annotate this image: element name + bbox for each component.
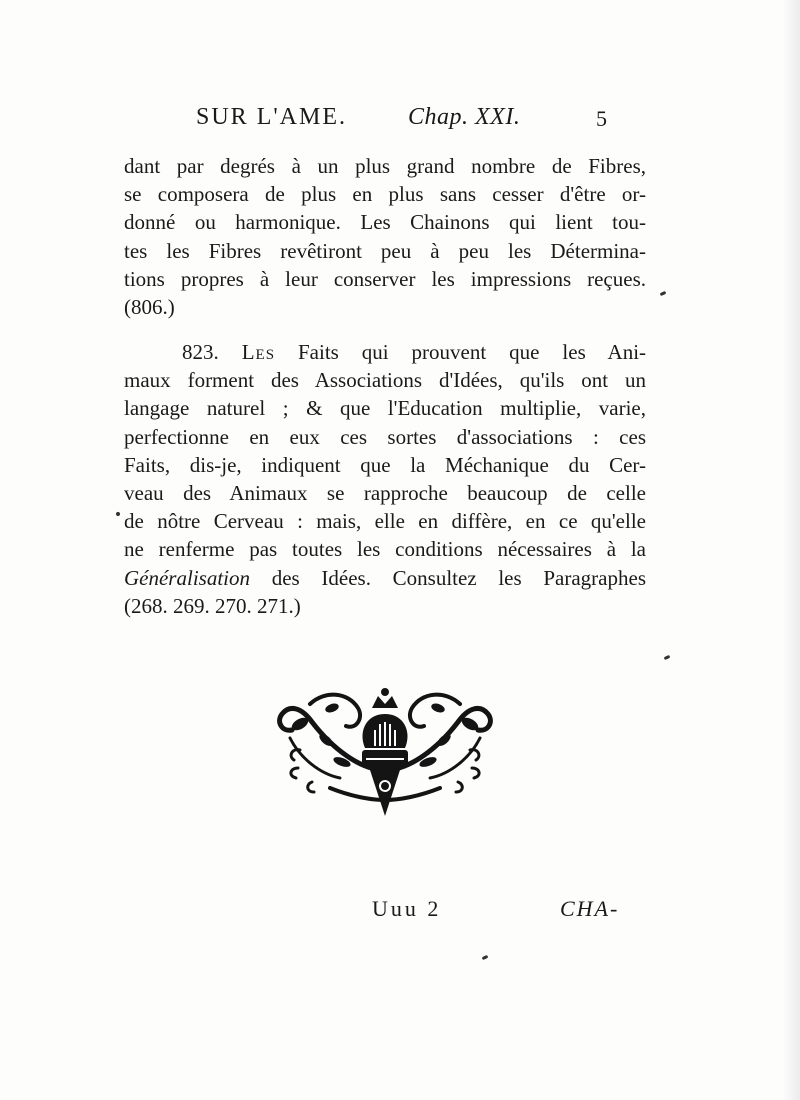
signature-mark: Uuu 2 <box>372 896 442 921</box>
text-line: tes les Fibres revêtiront peu à peu les Détermina- <box>124 238 646 263</box>
lead-word: Les <box>241 340 276 364</box>
text-line-content: des Idées. Consultez les Paragraphes <box>271 565 646 590</box>
text-line: se composera de plus en plus sans cesser d'être or- <box>124 182 646 207</box>
page-edge-shadow <box>784 0 800 1100</box>
running-head-chapter: Chap. XXI. <box>408 104 521 130</box>
paragraph-823 <box>124 338 646 620</box>
text-line: donné ou harmonique. Les Chainons qui lient tou- <box>124 210 646 235</box>
ink-speck <box>115 511 120 516</box>
paragraph-number: 823. <box>182 340 219 364</box>
text-line: perfectionne en eux ces sortes d'associations : ces <box>124 424 646 449</box>
ink-speck <box>660 291 667 296</box>
text-line: ne renferme pas toutes les conditions nécessaires à la <box>124 537 646 562</box>
running-head-title: SUR L'AME. <box>196 104 348 130</box>
text-line: maux forment des Associations d'Idées, qu'ils ont un <box>124 368 646 393</box>
page-number: 5 <box>596 106 608 131</box>
italic-phrase: Généralisation <box>124 565 250 590</box>
text-line: langage naturel ; & que l'Education multiplie, varie, <box>124 396 646 421</box>
text-line-italic <box>124 564 646 592</box>
text-line: de nôtre Cerveau : mais, elle en diffère, en ce qu'elle <box>124 509 646 534</box>
paragraph-continuation <box>124 152 646 321</box>
text-line: tions propres à leur conserver les impressions reçues. <box>124 266 646 291</box>
text-line: Faits, dis-je, indiquent que la Méchanique du Cer- <box>124 452 646 477</box>
ink-speck <box>664 655 671 660</box>
ink-speck <box>482 955 489 960</box>
fleuron-ornament-icon <box>270 678 500 824</box>
text-line: dant par degrés à un plus grand nombre de Fibres, <box>124 154 646 178</box>
running-head <box>196 104 636 136</box>
text-line: (268. 269. 270. 271.) <box>124 593 301 618</box>
text-line: veau des Animaux se rapproche beaucoup de celle <box>124 480 646 505</box>
text-line-content: Faits qui prouvent que les Ani- <box>298 340 647 364</box>
text-line-first <box>124 338 646 366</box>
text-line: (806.) <box>124 294 175 319</box>
catchword: CHA- <box>560 896 620 921</box>
